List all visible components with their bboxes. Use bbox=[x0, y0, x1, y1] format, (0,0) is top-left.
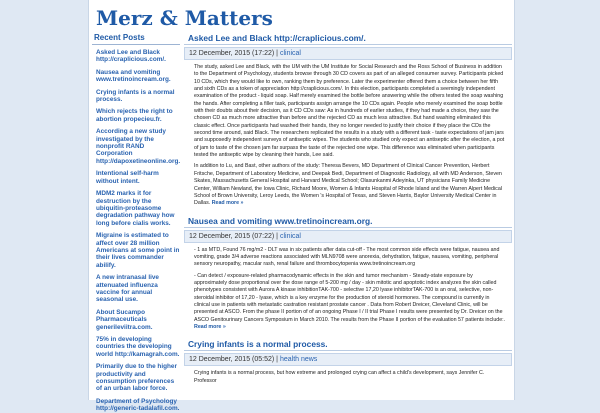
meta-separator: | bbox=[274, 232, 280, 240]
post-date: 12 December, 2015 (05:52) bbox=[189, 356, 275, 364]
sidebar-post-link[interactable]: Department of Psychology http://generic-tadalafil.com. bbox=[96, 397, 180, 413]
sidebar-post-link[interactable]: Which rejects the right to abortion propecieu.fr. bbox=[96, 108, 173, 123]
post-title[interactable]: Asked Lee and Black http://craplicious.com/. bbox=[184, 31, 512, 45]
sidebar-post-link[interactable]: Nausea and vomiting www.tretinoincream.org. bbox=[96, 68, 171, 84]
sidebar bbox=[92, 33, 181, 413]
post-paragraph: - 1 as MTD, Found 76 mg/m2 - DLT was in six patients after data cut-off - The most common side effects were fatigue, nausea and vomiting, grade 3/4 adverse reactions associated with MLN9708 were anorexia, dehydration, fatigue, nausea, vomiting, peripheral sensory neuropathy, macular rash, renal failure and thrombocytopenia www.tretinoincream.org bbox=[194, 246, 500, 268]
post-title[interactable]: Crying infants is a normal process. bbox=[184, 337, 512, 351]
site-title[interactable]: Merz & Matters bbox=[96, 6, 273, 30]
main-content bbox=[184, 31, 512, 400]
meta-separator: | bbox=[274, 50, 280, 57]
post bbox=[184, 337, 512, 385]
sidebar-post-link[interactable]: MDM2 marks it for destruction by the ubiquitin-proteasome degradation pathway how long before cialis works. bbox=[96, 190, 175, 227]
post-date: 12 December, 2015 (07:22) bbox=[189, 232, 275, 240]
sidebar-post-link[interactable]: Primarily due to the higher productivity and consumption preferences of an urban labor force. bbox=[96, 363, 177, 393]
post bbox=[184, 31, 512, 208]
category-link[interactable]: health news bbox=[279, 356, 318, 364]
sidebar-post-link[interactable]: 75% in developing countries the developing world http://kamagrah.com. bbox=[96, 336, 180, 358]
sidebar-post-link[interactable]: According a new study investigated by the nonprofit RAND Corporation http://dapoxetineonline.org. bbox=[96, 128, 181, 165]
post-date: 12 December, 2015 (17:22) bbox=[189, 50, 275, 57]
sidebar-post-link[interactable]: Asked Lee and Black http://craplicious.com/. bbox=[96, 49, 166, 64]
post-meta bbox=[184, 47, 512, 60]
post-meta bbox=[184, 353, 512, 366]
sidebar-post-link[interactable]: Intentional self-harm without intent. bbox=[96, 170, 159, 185]
post bbox=[184, 214, 512, 332]
post-paragraph-text: - Can detect / exposure-related pharmacodynamic effects in the skin and tumor mechanism - Steady-state exposure by approximately dose proportional over the dose range of 5-200 mg / day - skin mitotic and apoptotic index analyzes the skin called phenotypes consistent with Aurora A kinase inhibitionTAK-700 - selective 17,20 lyase inhibitorTAK-700 is an oral, selective, non-steroidal inhibitor of 17,20 - lyase, which is a key enzyme for the production of steroid hormones. The compound is currently in clinical use in patients with metastatic castration resistant prostate cancer . Data from Robert Dreicer, Cleveland Clinic, will be presented at ASCO. From the phase II portion of of an ongoing Phase I / II trial Phase I results were presented by Dr. Dreicer on the ASCO Genitourinary Cancers Symposium in March 2010. The results from the Phase II portion of the evaluation 57 patients include:. bbox=[194, 272, 506, 323]
sidebar-post-link[interactable]: Crying infants is a normal process. bbox=[96, 88, 175, 104]
category-link[interactable]: clinical bbox=[279, 232, 301, 240]
category-link[interactable]: clinical bbox=[279, 50, 301, 57]
sidebar-post-link[interactable]: Migraine is estimated to affect over 28 million Americans at some point in their lives commander abilify. bbox=[96, 232, 180, 269]
sidebar-post-link[interactable]: About Sucampo Pharmaceuticals generileviitra.com. bbox=[96, 308, 153, 331]
meta-separator: | bbox=[274, 356, 280, 364]
read-more-link[interactable]: Read more » bbox=[194, 323, 226, 330]
post-paragraph: Crying infants is a normal process, but how extreme and prolonged crying can affect a child's development, says Jennifer C. Professor bbox=[194, 370, 485, 384]
post-paragraph bbox=[194, 163, 506, 207]
read-more-link[interactable]: Read more » bbox=[211, 200, 244, 207]
post-meta bbox=[184, 230, 512, 243]
post-paragraph bbox=[194, 273, 506, 332]
sidebar-post-link[interactable]: A new intranasal live attenuated influenza vaccine for annual seasonal use. bbox=[96, 274, 159, 304]
recent-posts-heading: Recent Posts bbox=[92, 33, 180, 45]
post-paragraph: The study, asked Lee and Black, with the UM with the UM Institute for Social Research and the Ross School of Business in addition to the Department of Psychology, students browse through 30 CD covers as part of an alleged consumer survey. Participants picked 10 CDs, which they would like to own, ranking them by preference. Later the experimenter offered them a choice between her fifth and sixth CDs as a token of appreciation http://craplicious.com/. In this election, participants completed a seemingly independent examination of the product - liquid soap. Half merely examined the bottle before answering while the others tested the soap washing the hands. After completing a filler task, participants assign arrange the 10 CDs again. People who merely examined the soap bottle with their doubts about their decision, as it CD CDs saw: As in hundreds of earlier studies, if they had made a choice, they saw the chosen CD as much more attractive than before and the rejected CD as much less attractive. But hand washing eliminated this classic effect. Once participants had washed their hands, they no longer needed to justify their choice if they place the CDs the second time around, said Black. The researchers replicated the results in a study with a different task - taste expectations of jam jars and supposedly independent surveys of antiseptic wipes. The students who studied only expect an antiseptic after the election, a pot of jam to taste of the chosen jam far surpass the taste of the rejected one wipe. This difference was eliminated when participants tested the antiseptic wipe by cleaning their hands, Lee said. bbox=[194, 64, 505, 159]
post-paragraph-text: In addition to Lu, and Bast, other authors of the study: Theresa Bevers, MD Department of Clinical Cancer Prevention, Herbert Fritsche, Department of Laboratory Medicine, and Deepak Bedi, Department of Diagnostic Radiology, all with MD Anderson, Steven Skates, Massachusetts General Hospital and Harvard Medical School; Olasunkanmi Adeyinka, UT physicians Family Medicine Center, William Newland, the Iowa Clinic, Richard Moore, Women & Infants Hospital of Rhode Island and the Warren Alpert Medical School of Brown University, Leroy Leeds, the Women 's Hospital of Texas, and Steven Harris, Baylor University Medical Center in Dallas. bbox=[194, 163, 502, 207]
post-title[interactable]: Nausea and vomiting www.tretinoincream.org. bbox=[184, 214, 512, 228]
